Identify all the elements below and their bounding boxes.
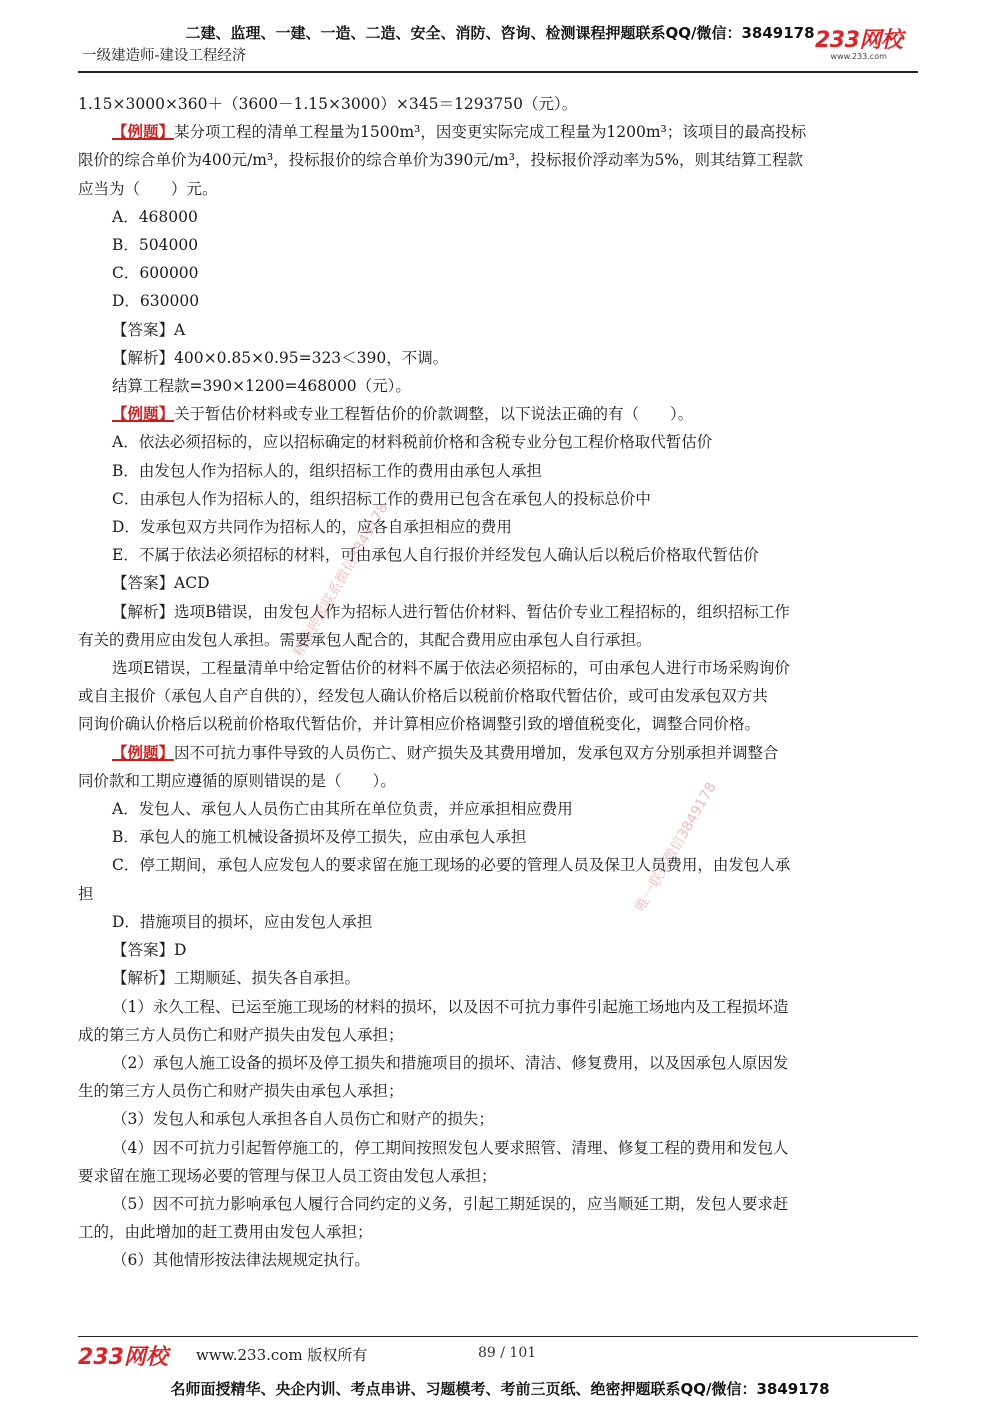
page-number: 89 / 101: [478, 1345, 537, 1361]
option-c: C．600000: [112, 264, 199, 283]
option-e: E．不属于依法必须招标的材料，可由承包人自行报价并经发包人确认后以税后价格取代暂估价: [112, 546, 759, 565]
example-3-question: [78, 739, 928, 767]
option-a: A．发包人、承包人人员伤亡由其所在单位负责，并应承担相应费用: [112, 800, 573, 819]
watermark-2: 唯一联系微信3849178: [632, 779, 720, 915]
option-a: A．依法必须招标的，应以招标确定的材料税前价格和含税专业分包工程价格取代暂估价: [112, 433, 713, 452]
question-text: 某分项工程的清单工程量为1500m³，因变更实际完成工程量为1200m³；该项目的最高投标: [174, 123, 807, 142]
question-text: 同价款和工期应遵循的原则错误的是（ ）。: [78, 771, 396, 790]
answer-line: [78, 936, 928, 964]
option-d: D．措施项目的损坏，应由发包人承担: [112, 912, 373, 931]
answer-label: 【答案】: [112, 941, 175, 960]
header-banner: 二建、监理、一建、一造、二造、安全、消防、咨询、检测课程押题联系QQ/微信：3849178: [185, 24, 815, 42]
analysis-item-4-continued: 要求留在施工现场必要的管理与保卫人员工资由发包人承担；: [78, 1166, 497, 1185]
example-tag: 【例题】: [112, 122, 175, 142]
option-c-continued: 担: [78, 884, 94, 903]
example-tag: 【例题】: [112, 742, 175, 762]
analysis-text: 结算工程款=390×1200=468000（元）。: [112, 377, 411, 396]
analysis-label: 【解析】: [112, 348, 175, 367]
header-divider: [78, 71, 918, 73]
analysis-label: 【解析】: [112, 969, 175, 988]
option-b: B．504000: [112, 236, 199, 255]
example-tag: 【例题】: [112, 404, 175, 424]
option-c: C．停工期间，承包人应发包人的要求留在施工现场的必要的管理人员及保卫人员费用，由发包人承: [112, 856, 791, 875]
answer-value: D: [174, 941, 187, 960]
watermark-1: 精准押题联系微信3849178: [290, 500, 392, 660]
analysis-item-5: （5）因不可抗力影响承包人履行合同约定的义务，引起工期延误的，应当顺延工期，发包人要求赶: [112, 1194, 789, 1213]
calc-line: 1.15×3000×360＋（3600－1.15×3000）×345＝1293750（元）。: [78, 95, 578, 113]
example-1-question: [78, 118, 928, 146]
footer-logo: 233网校: [78, 1345, 168, 1370]
analysis-item-2-continued: 生的第三方人员伤亡和财产损失由承包人承担；: [78, 1082, 404, 1101]
analysis-label: 【解析】: [112, 602, 175, 621]
footer-copyright: www.233.com 版权所有: [196, 1346, 368, 1364]
option-b: B．承包人的施工机械设备损坏及停工损失，应由承包人承担: [112, 828, 527, 847]
analysis-item-5-continued: 工的，由此增加的赶工费用由发包人承担；: [78, 1223, 373, 1242]
analysis-text: 400×0.85×0.95=323＜390，不调。: [174, 348, 449, 367]
question-text: 应当为（ ）元。: [78, 179, 218, 198]
answer-line: [78, 316, 928, 344]
analysis-line: [78, 598, 928, 626]
option-d: D．发承包双方共同作为招标人的，应各自承担相应的费用: [112, 518, 512, 537]
analysis-text: 选项B错误，由发包人作为招标人进行暂估价材料、暂估价专业工程招标的，组织招标工作: [174, 602, 790, 621]
option-d: D．630000: [112, 292, 200, 311]
footer-banner: 名师面授精华、央企内训、考点串讲、习题模考、考前三页纸、绝密押题联系QQ/微信：3849178: [170, 1380, 830, 1398]
analysis-item-4: （4）因不可抗力引起暂停施工的，停工期间按照发包人要求照管、清理、修复工程的费用和发包人: [112, 1138, 789, 1157]
logo-url: www.233.com: [830, 52, 887, 61]
analysis-text: 选项E错误，工程量清单中给定暂估价的材料不属于依法必须招标的，可由承包人进行市场采购询价: [112, 659, 790, 678]
analysis-item-6: （6）其他情形按法律法规规定执行。: [112, 1251, 370, 1270]
answer-value: ACD: [174, 574, 210, 593]
analysis-text: 或自主报价（承包人自产自供的），经发包人确认价格后以税前价格取代暂估价，或可由发承包双方共: [78, 687, 768, 706]
question-text: 因不可抗力事件导致的人员伤亡、财产损失及其费用增加，发承包双方分别承担并调整合: [174, 743, 779, 762]
analysis-item-2: （2）承包人施工设备的损坏及停工损失和措施项目的损坏、清洁、修复费用，以及因承包人原因发: [112, 1053, 789, 1072]
answer-line: [78, 569, 928, 597]
page-content: [78, 90, 928, 1275]
option-a: A．468000: [112, 207, 198, 226]
answer-label: 【答案】: [112, 320, 175, 339]
header-logo: [815, 30, 902, 62]
analysis-text: 有关的费用应由发包人承担。需要承包人配合的，其配合费用应由承包人自行承担。: [78, 630, 652, 649]
example-2-question: [78, 400, 928, 428]
analysis-text: 同询价确认价格后以税前价格取代暂估价，并计算相应价格调整引致的增值税变化，调整合同价格。: [78, 715, 761, 734]
analysis-item-3: （3）发包人和承包人承担各自人员伤亡和财产的损失；: [112, 1110, 494, 1129]
question-text: 关于暂估价材料或专业工程暂估价的价款调整，以下说法正确的有（ ）。: [174, 405, 694, 424]
analysis-item-1: （1）永久工程、已运至施工现场的材料的损坏，以及因不可抗力事件引起施工场地内及工程损坏造: [112, 997, 789, 1016]
doc-subtitle: 一级建造师-建设工程经济: [82, 48, 247, 64]
analysis-text: 工期顺延、损失各自承担。: [174, 969, 361, 988]
analysis-line: [78, 344, 928, 372]
option-c: C．由承包人作为招标人的，组织招标工作的费用已包含在承包人的投标总价中: [112, 489, 651, 508]
analysis-item-1-continued: 成的第三方人员伤亡和财产损失由发包人承担；: [78, 1025, 404, 1044]
answer-value: A: [174, 320, 186, 339]
question-text: 限价的综合单价为400元/m³，投标报价的综合单价为390元/m³，投标报价浮动率为5%，则其结算工程款: [78, 151, 804, 170]
logo-text: 233网校: [815, 28, 903, 53]
analysis-line: [78, 964, 928, 992]
footer-divider: [78, 1336, 918, 1337]
answer-label: 【答案】: [112, 574, 175, 593]
option-b: B．由发包人作为招标人的，组织招标工作的费用由承包人承担: [112, 461, 542, 480]
